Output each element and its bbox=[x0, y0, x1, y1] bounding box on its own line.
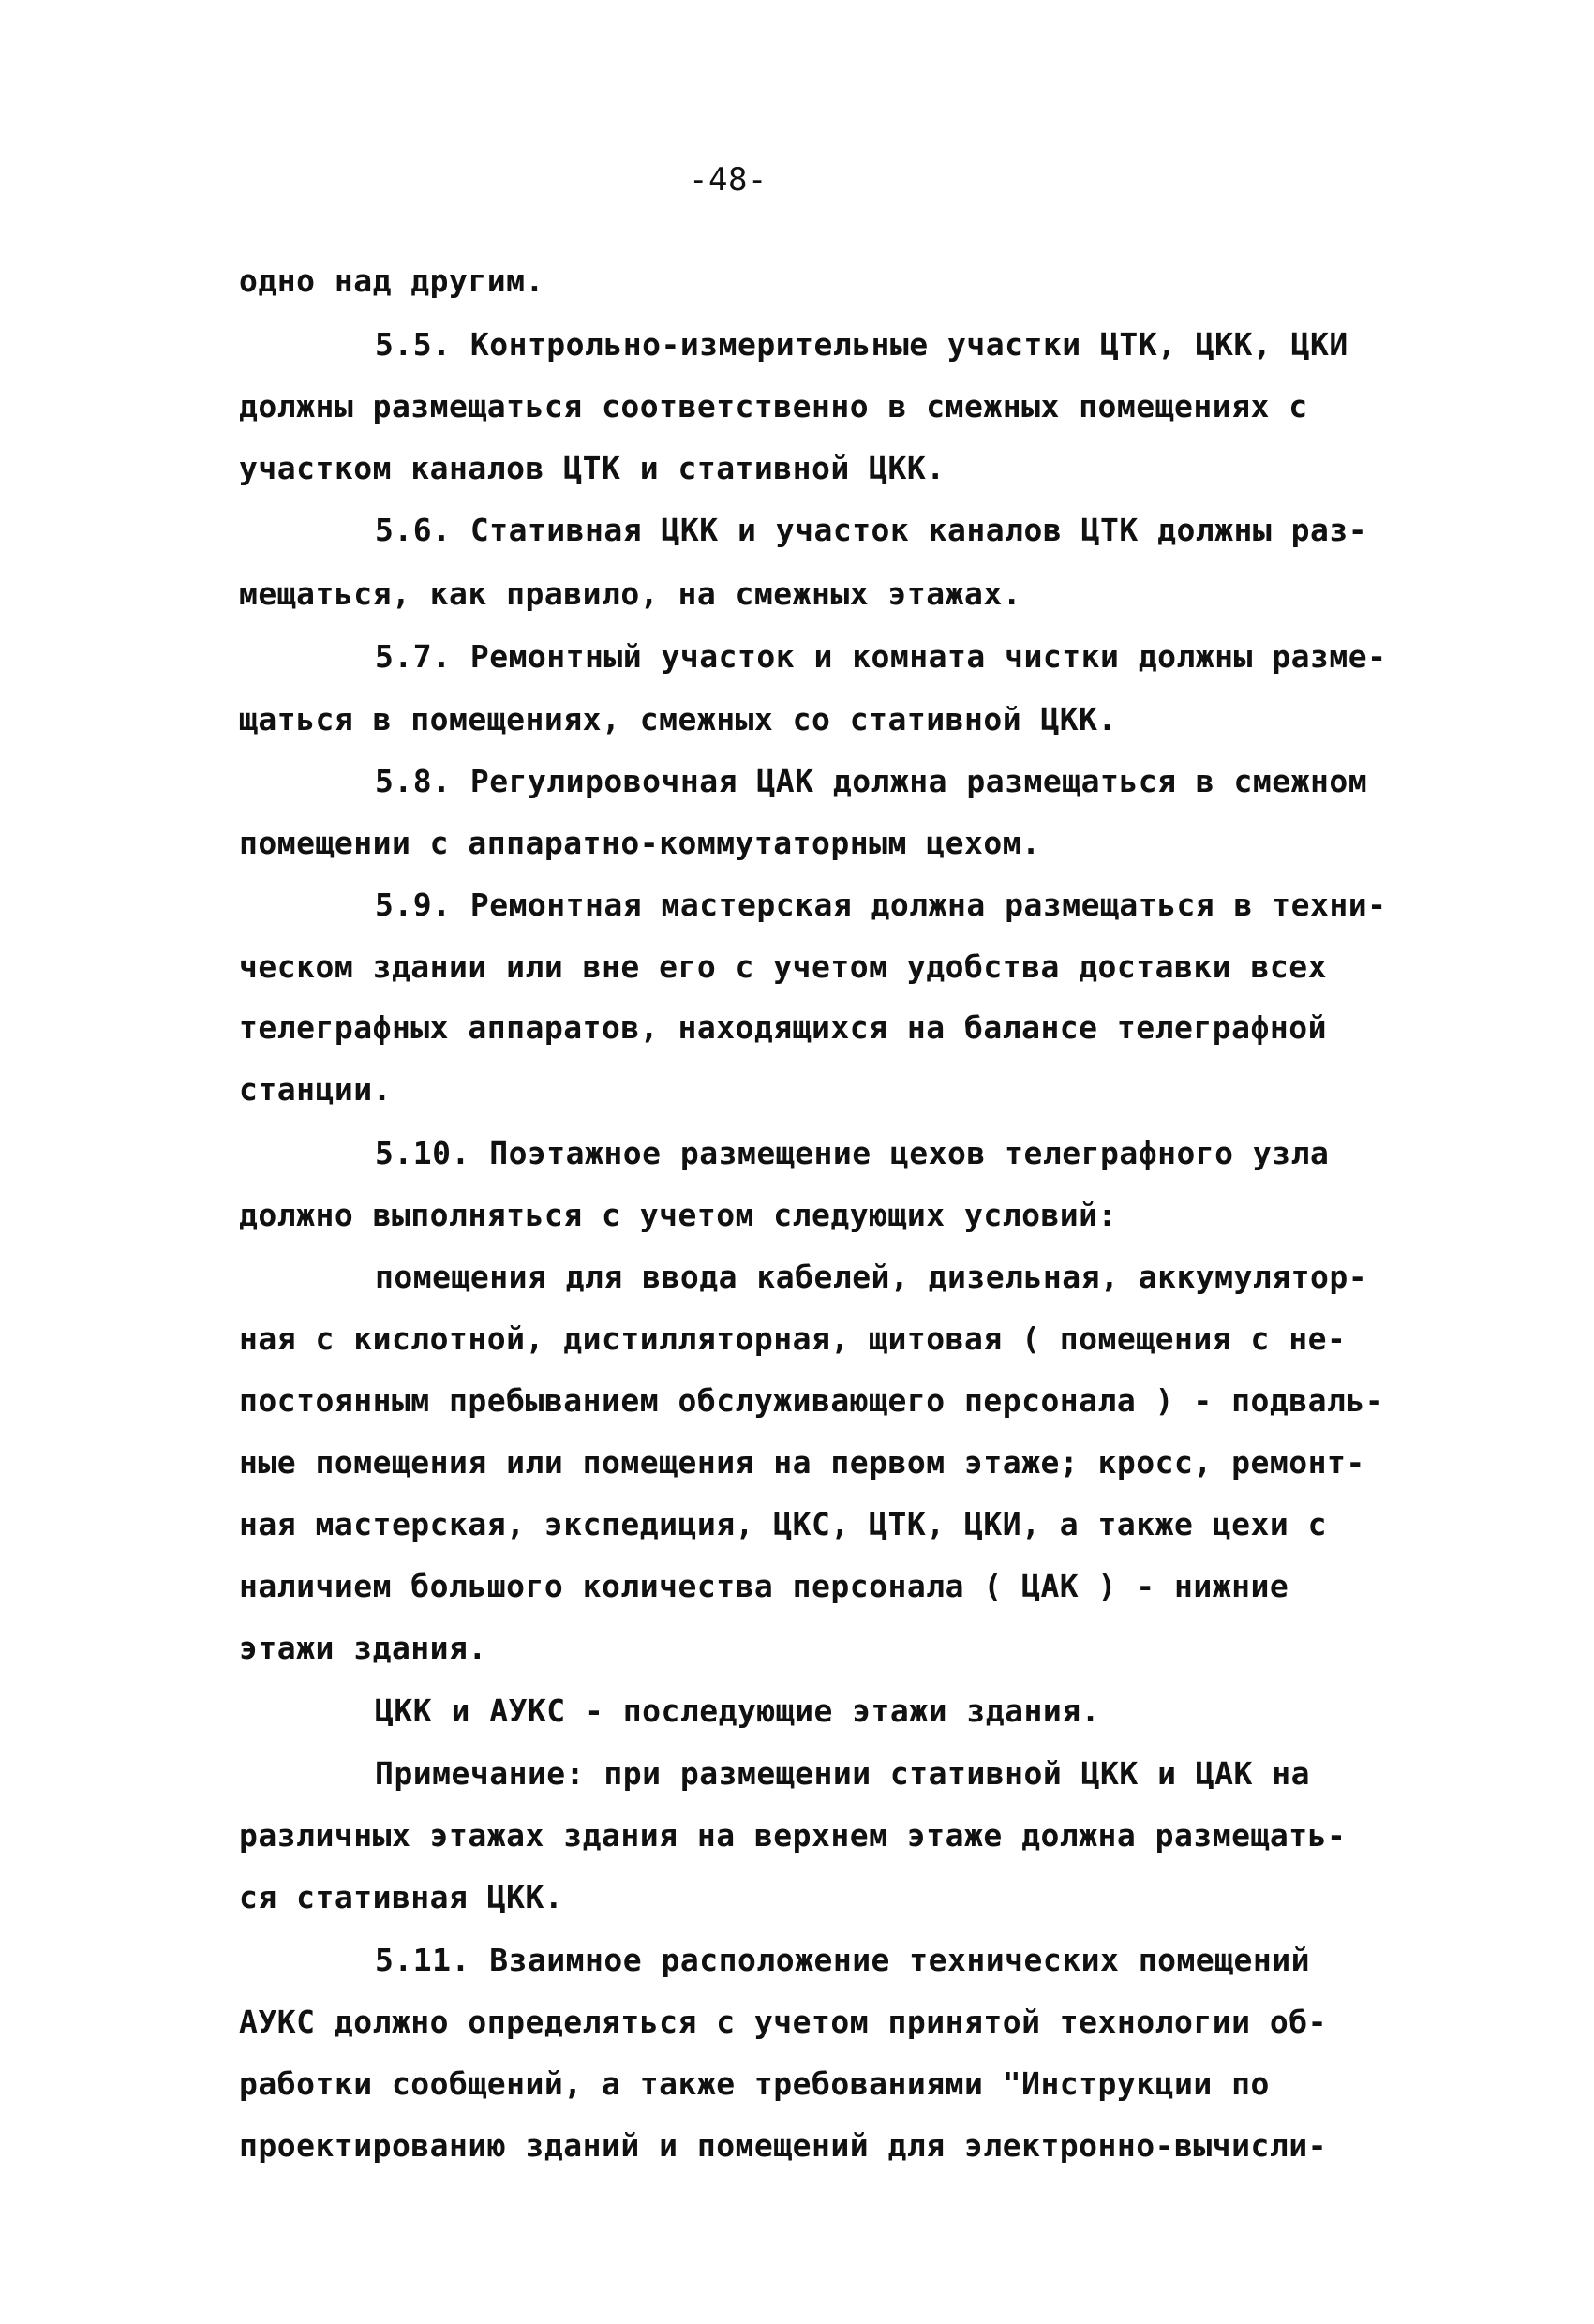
text-line: ЦКК и АУКС - последующие этажи здания. bbox=[375, 1692, 1100, 1729]
text-line: ся стативная ЦКК. bbox=[239, 1879, 564, 1915]
text-line: 5.8. Регулировочная ЦАК должна размещаться в смежном bbox=[375, 763, 1368, 799]
text-line: помещении с аппаратно-коммутаторным цехом. bbox=[239, 825, 1041, 861]
text-line: должны размещаться соответственно в смежных помещениях с bbox=[239, 388, 1308, 425]
text-line: 5.9. Ремонтная мастерская должна размещаться в техни- bbox=[375, 886, 1387, 923]
text-line: помещения для ввода кабелей, дизельная, аккумулятор- bbox=[375, 1259, 1368, 1295]
text-line: станции. bbox=[239, 1071, 392, 1108]
text-line: постоянным пребыванием обслуживающего персонала ) - подваль- bbox=[239, 1382, 1385, 1419]
text-line: этажи здания. bbox=[239, 1630, 487, 1666]
text-line: участком каналов ЦТК и стативной ЦКК. bbox=[239, 450, 946, 486]
text-line: Примечание: при размещении стативной ЦКК и ЦАК на bbox=[375, 1755, 1311, 1792]
text-line: работки сообщений, а также требованиями "Инструкции по bbox=[239, 2065, 1270, 2102]
text-line: должно выполняться с учетом следующих условий: bbox=[239, 1197, 1117, 1233]
text-line: 5.10. Поэтажное размещение цехов телеграфного узла bbox=[375, 1135, 1330, 1171]
text-line: щаться в помещениях, смежных со стативной ЦКК. bbox=[239, 701, 1117, 737]
text-line: 5.6. Стативная ЦКК и участок каналов ЦТК должны раз- bbox=[375, 512, 1368, 548]
page-number: -48- bbox=[689, 161, 767, 199]
text-line: ческом здании или вне его с учетом удобства доставки всех bbox=[239, 948, 1327, 985]
text-line: ная мастерская, экспедиция, ЦКС, ЦТК, ЦКИ, а также цехи с bbox=[239, 1506, 1327, 1542]
text-line: АУКС должно определяться с учетом принятой технологии об- bbox=[239, 2004, 1327, 2040]
text-line: 5.7. Ремонтный участок и комната чистки должны разме- bbox=[375, 638, 1387, 675]
text-line: телеграфных аппаратов, находящихся на балансе телеграфной bbox=[239, 1009, 1327, 1046]
text-line: одно над другим. bbox=[239, 262, 544, 299]
text-line: мещаться, как правило, на смежных этажах. bbox=[239, 575, 1022, 612]
text-line: различных этажах здания на верхнем этаже должна размещать- bbox=[239, 1817, 1347, 1854]
text-line: наличием большого количества персонала ( ЦАК ) - нижние bbox=[239, 1568, 1289, 1604]
text-line: ная с кислотной, дистилляторная, щитовая ( помещения с не- bbox=[239, 1320, 1347, 1357]
text-line: 5.5. Контрольно-измерительные участки ЦТК, ЦКК, ЦКИ bbox=[375, 326, 1348, 363]
text-line: проектированию зданий и помещений для электронно-вычисли- bbox=[239, 2127, 1327, 2164]
text-line: ные помещения или помещения на первом этаже; кросс, ремонт- bbox=[239, 1444, 1365, 1481]
text-line: 5.11. Взаимное расположение технических помещений bbox=[375, 1942, 1311, 1978]
